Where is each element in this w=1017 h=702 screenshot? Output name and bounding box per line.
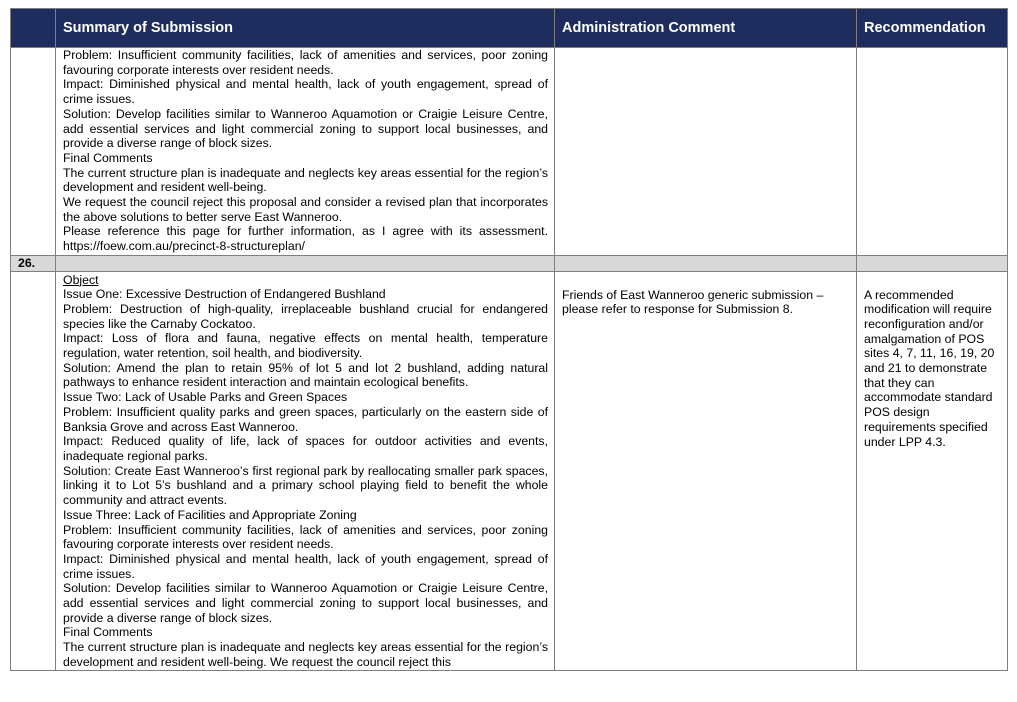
submission-number-row [11,255,1008,271]
summary-line: Impact: Reduced quality of life, lack of spaces for outdoor activities and events, inadequate regional parks. [63,434,548,463]
header-admin-comment-column: Administration Comment [555,9,857,48]
submission-26-summary-cell [56,271,555,670]
summary-line: Issue Two: Lack of Usable Parks and Green Spaces [63,390,348,405]
summary-line: Impact: Diminished physical and mental health, lack of youth engagement, spread of crime issues. [63,77,548,107]
submission-26-number-cell [11,271,56,670]
submission-heading: Object [63,272,99,287]
continued-number-cell [11,48,56,256]
summary-line: Final Comments [63,150,153,165]
continued-recommendation-cell [857,48,1008,256]
submissions-table [10,8,1008,671]
summary-line: Solution: Develop facilities similar to Wanneroo Aquamotion or Craigie Leisure Centre, add essential services and light commercial zoning to support local businesses, and provide a diverse range of block sizes. [63,581,548,625]
header-summary-column: Summary of Submission [56,9,555,48]
summary-line: Solution: Develop facilities similar to Wanneroo Aquamotion or Craigie Leisure Centre, add essential services and light commercial zoning to support local businesses, and provide a diverse range of block sizes. [63,106,548,151]
number-row-blank [555,255,857,271]
summary-line: The current structure plan is inadequate and neglects key areas essential for the region’s development and resident well-being. [63,165,548,195]
submission-26-recommendation: A recommended modification will require reconfiguration and/or amalgamation of POS sites 4, 7, 11, 16, 19, 20 and 21 to demonstrate that they can accommodate standard POS design requirements specified under LPP 4.3. [857,271,1008,670]
summary-line: We request the council reject this proposal and consider a revised plan that incorporates the above solutions to better serve East Wanneroo. [63,195,548,224]
number-row-blank [56,255,555,271]
summary-line: Solution: Amend the plan to retain 95% of lot 5 and lot 2 bushland, adding natural pathways to enhance resident interaction and maintain ecological benefits. [63,360,548,390]
submission-number: 26. [11,255,56,271]
submissions-table-page [10,8,1007,671]
summary-line: Impact: Diminished physical and mental health, lack of youth engagement, spread of crime issues. [63,551,548,581]
summary-line: Please reference this page for further information, as I agree with its assessment. https://foew.com.au/precinct-8-structureplan/ [63,224,548,254]
summary-clip [63,273,548,669]
table-header-row [11,9,1008,48]
summary-line: Problem: Insufficient quality parks and green spaces, particularly on the eastern side of Banksia Grove and across East Wanneroo. [63,404,548,434]
continued-summary-cell [56,48,555,256]
continued-submission-row [11,48,1008,256]
summary-line: Issue Three: Lack of Facilities and Appropriate Zoning [63,507,357,522]
continued-admin-cell [555,48,857,256]
summary-line: The current structure plan is inadequate and neglects key areas essential for the region’s development and resident well-being. We request the council reject this [63,640,548,669]
summary-line: Impact: Loss of flora and fauna, negative effects on mental health, temperature regulation, water retention, soil health, and biodiversity. [63,331,548,361]
summary-line: Problem: Insufficient community facilities, lack of amenities and services, poor zoning favouring corporate interests over resident needs. [63,48,548,77]
header-number-column [11,9,56,48]
summary-line: Final Comments [63,625,153,640]
summary-line: Problem: Destruction of high-quality, irreplaceable bushland crucial for endangered species like the Carnaby Cockatoo. [63,301,548,331]
summary-line: Solution: Create East Wanneroo’s first regional park by reallocating smaller park spaces, linking it to Lot 5’s bushland and a primary school playing field to benefit the whole community and attract events. [63,463,548,508]
submission-26-admin-comment: Friends of East Wanneroo generic submission – please refer to response for Submission 8. [555,271,857,670]
number-row-blank [857,255,1008,271]
submission-26-row [11,271,1008,670]
summary-line: Issue One: Excessive Destruction of Endangered Bushland [63,287,386,302]
header-recommendation-column: Recommendation [857,9,1008,48]
summary-line: Problem: Insufficient community facilities, lack of amenities and services, poor zoning favouring corporate interests over resident needs. [63,522,548,552]
